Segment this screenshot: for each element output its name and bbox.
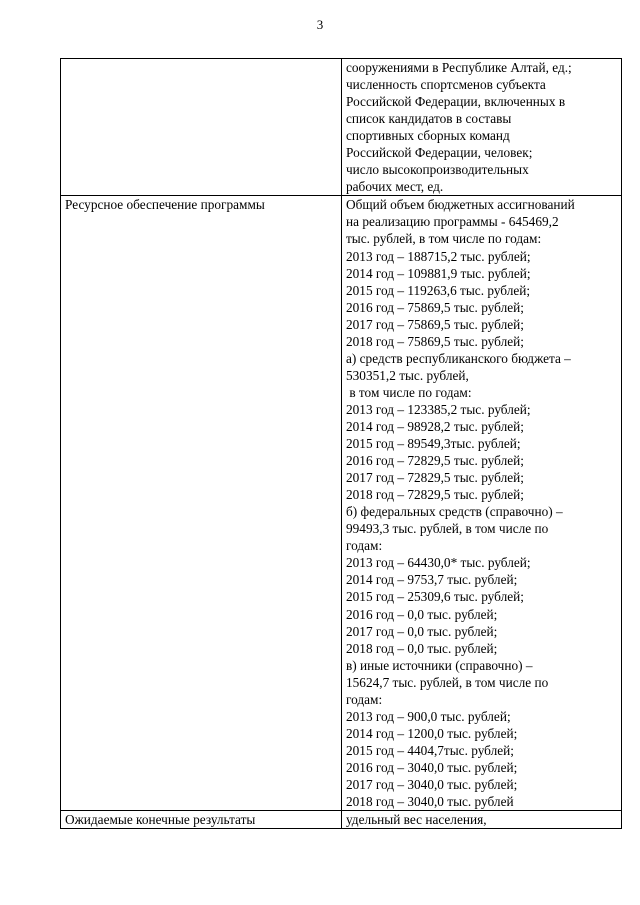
row-label-cell [61, 811, 342, 829]
value-line: рабочих мест, ед. [346, 179, 444, 195]
row-value-cell [342, 196, 622, 811]
value-line: 99493,3 тыс. рублей, в том числе по [346, 521, 549, 537]
value-line: 2014 год – 98928,2 тыс. рублей; [346, 418, 524, 434]
value-line: Российской Федерации, включенных в [346, 94, 566, 110]
value-line: удельный вес населения, [346, 812, 487, 828]
row-label: Ожидаемые конечные результаты [65, 812, 256, 828]
row-value-cell [342, 59, 622, 196]
value-line: 2017 год – 75869,5 тыс. рублей; [346, 316, 524, 332]
value-line: годам: [346, 538, 383, 554]
value-line: Российской Федерации, человек; [346, 145, 533, 161]
value-line: список кандидатов в составы [346, 111, 512, 127]
value-line: тыс. рублей, в том числе по годам: [346, 231, 542, 247]
value-line: 2013 год – 123385,2 тыс. рублей; [346, 401, 531, 417]
value-line: 2016 год – 3040,0 тыс. рублей; [346, 759, 518, 775]
value-line: число высокопроизводительных [346, 162, 529, 178]
value-line: 2017 год – 3040,0 тыс. рублей; [346, 776, 518, 792]
value-line: 2014 год – 109881,9 тыс. рублей; [346, 265, 531, 281]
value-line: 2015 год – 4404,7тыс. рублей; [346, 742, 514, 758]
value-line: в том числе по годам: [346, 384, 472, 400]
value-line: 2013 год – 188715,2 тыс. рублей; [346, 248, 531, 264]
row-value-cell [342, 811, 622, 829]
value-line: 15624,7 тыс. рублей, в том числе по [346, 674, 549, 690]
table-row [61, 59, 622, 196]
value-line: численность спортсменов субъекта [346, 77, 546, 93]
value-line: на реализацию программы - 645469,2 [346, 214, 559, 230]
value-line: 2014 год – 1200,0 тыс. рублей; [346, 725, 518, 741]
table-row [61, 811, 622, 829]
value-line: 2015 год – 119263,6 тыс. рублей; [346, 282, 531, 298]
value-line: 2018 год – 3040,0 тыс. рублей [346, 794, 514, 810]
value-line: б) федеральных средств (справочно) – [346, 504, 563, 520]
value-line: 2016 год – 72829,5 тыс. рублей; [346, 453, 524, 469]
table-row [61, 196, 622, 811]
value-line: 2016 год – 75869,5 тыс. рублей; [346, 299, 524, 315]
value-line: а) средств республиканского бюджета – [346, 350, 571, 366]
value-line: в) иные источники (справочно) – [346, 657, 533, 673]
value-line: 2018 год – 0,0 тыс. рублей; [346, 640, 498, 656]
row-label-cell [61, 59, 342, 196]
value-line: 2017 год – 72829,5 тыс. рублей; [346, 470, 524, 486]
value-line: 2014 год – 9753,7 тыс. рублей; [346, 572, 518, 588]
value-line: 2013 год – 900,0 тыс. рублей; [346, 708, 511, 724]
value-line: 2018 год – 75869,5 тыс. рублей; [346, 333, 524, 349]
value-line: 2015 год – 89549,3тыс. рублей; [346, 436, 521, 452]
row-label: Ресурсное обеспечение программы [65, 197, 265, 213]
value-line: 2017 год – 0,0 тыс. рублей; [346, 623, 498, 639]
page-number: 3 [316, 17, 324, 32]
value-line: 530351,2 тыс. рублей, [346, 367, 469, 383]
value-line: спортивных сборных команд [346, 128, 510, 144]
value-line: сооружениями в Республике Алтай, ед.; [346, 60, 572, 75]
value-line: Общий объем бюджетных ассигнований [346, 197, 575, 213]
value-line: 2016 год – 0,0 тыс. рублей; [346, 606, 498, 622]
value-line: 2015 год – 25309,6 тыс. рублей; [346, 589, 524, 605]
program-passport-table [60, 58, 622, 829]
value-line: 2018 год – 72829,5 тыс. рублей; [346, 487, 524, 503]
row-label-cell [61, 196, 342, 811]
value-line: 2013 год – 64430,0* тыс. рублей; [346, 555, 531, 571]
table-body [61, 59, 622, 829]
value-line: годам: [346, 691, 383, 707]
